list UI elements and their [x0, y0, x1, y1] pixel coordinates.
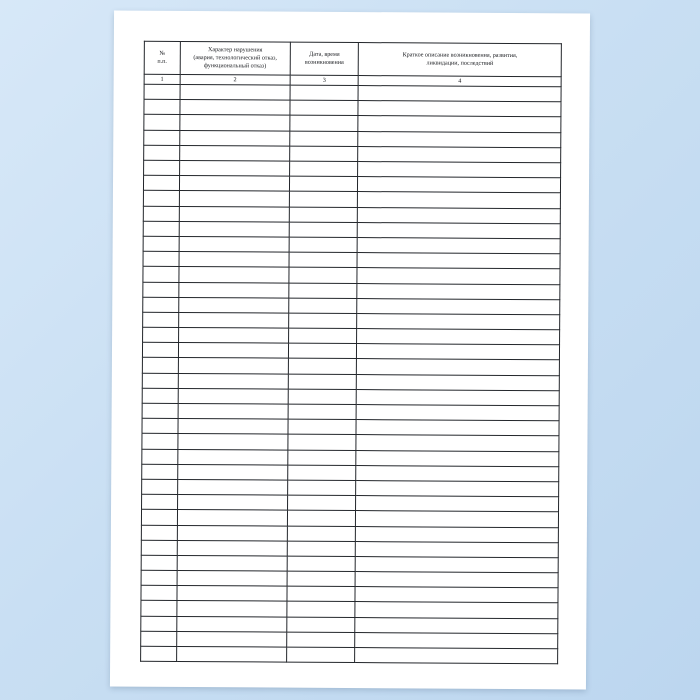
description-cell[interactable] — [356, 541, 559, 557]
datetime-cell[interactable] — [287, 556, 355, 572]
description-cell[interactable] — [358, 131, 561, 147]
entry-number-cell[interactable] — [143, 206, 179, 221]
violation-type-cell[interactable] — [177, 510, 287, 526]
datetime-cell[interactable] — [290, 116, 358, 132]
description-cell[interactable] — [357, 298, 560, 314]
violation-type-cell[interactable] — [177, 479, 287, 495]
datetime-cell[interactable] — [288, 328, 356, 344]
datetime-cell[interactable] — [290, 100, 358, 116]
header-line: ликвидации, последствий — [426, 60, 494, 67]
entry-number-cell[interactable] — [144, 160, 180, 175]
description-cell[interactable] — [357, 222, 560, 238]
description-cell[interactable] — [357, 268, 560, 284]
description-cell[interactable] — [357, 329, 560, 345]
violations-journal-table — [140, 41, 562, 665]
datetime-cell[interactable] — [289, 161, 357, 177]
datetime-cell[interactable] — [287, 571, 355, 587]
datetime-cell[interactable] — [287, 602, 355, 618]
violation-type-cell[interactable] — [179, 282, 289, 298]
description-cell[interactable] — [358, 101, 561, 117]
entry-number-cell[interactable] — [143, 297, 179, 312]
entry-number-cell[interactable] — [143, 236, 179, 251]
violation-type-cell[interactable] — [178, 449, 288, 465]
datetime-cell[interactable] — [289, 252, 357, 268]
header-line: функциональный отказ) — [203, 63, 267, 70]
datetime-cell[interactable] — [289, 237, 357, 253]
entry-number-cell[interactable] — [142, 373, 178, 388]
header-line: Дата, время — [309, 51, 340, 58]
violation-type-cell[interactable] — [179, 191, 289, 207]
violation-type-cell[interactable] — [179, 176, 289, 192]
datetime-cell[interactable] — [287, 617, 355, 633]
column-number-3: 3 — [290, 75, 358, 85]
description-cell[interactable] — [358, 177, 561, 193]
datetime-cell[interactable] — [288, 465, 356, 481]
description-cell[interactable] — [357, 344, 560, 360]
entry-number-cell[interactable] — [143, 327, 179, 342]
entry-number-cell[interactable] — [142, 403, 178, 418]
entry-number-cell[interactable] — [144, 130, 180, 145]
description-cell[interactable] — [356, 450, 559, 466]
header-line: № — [159, 50, 166, 57]
entry-number-cell[interactable] — [141, 586, 177, 601]
description-cell[interactable] — [358, 146, 561, 162]
description-cell[interactable] — [356, 481, 559, 497]
datetime-cell[interactable] — [288, 389, 356, 405]
datetime-cell[interactable] — [290, 131, 358, 147]
datetime-cell[interactable] — [287, 647, 355, 663]
form-sheet — [140, 41, 562, 665]
datetime-cell[interactable] — [290, 146, 358, 162]
entry-number-cell[interactable] — [141, 646, 177, 661]
entry-number-cell[interactable] — [142, 494, 178, 509]
description-cell[interactable] — [357, 283, 560, 299]
description-cell[interactable] — [357, 238, 560, 254]
description-cell[interactable] — [356, 526, 559, 542]
entry-number-cell[interactable] — [142, 464, 178, 479]
violation-type-cell[interactable] — [178, 312, 288, 328]
entry-number-cell[interactable] — [142, 449, 178, 464]
datetime-cell[interactable] — [288, 419, 356, 435]
entry-number-cell[interactable] — [141, 510, 177, 525]
description-cell[interactable] — [355, 556, 558, 572]
entry-number-cell[interactable] — [141, 555, 177, 570]
description-cell[interactable] — [355, 602, 558, 618]
description-cell[interactable] — [356, 389, 559, 405]
violation-type-cell[interactable] — [179, 252, 289, 268]
entry-number-cell[interactable] — [141, 616, 177, 631]
violation-type-cell[interactable] — [177, 631, 287, 647]
entry-number-cell[interactable] — [144, 115, 180, 130]
description-cell[interactable] — [355, 632, 558, 648]
entry-number-cell[interactable] — [141, 525, 177, 540]
datetime-cell[interactable] — [287, 632, 355, 648]
column-number-2: 2 — [180, 75, 290, 86]
violation-type-cell[interactable] — [180, 100, 290, 116]
violation-type-cell[interactable] — [177, 571, 287, 587]
entry-number-cell[interactable] — [142, 418, 178, 433]
description-cell[interactable] — [357, 253, 560, 269]
datetime-cell[interactable] — [287, 495, 355, 511]
datetime-cell[interactable] — [289, 192, 357, 208]
datetime-cell[interactable] — [289, 283, 357, 299]
entry-number-cell[interactable] — [142, 358, 178, 373]
column-header-datetime — [290, 42, 359, 76]
description-cell[interactable] — [358, 116, 561, 132]
datetime-cell[interactable] — [287, 526, 355, 542]
entry-number-cell[interactable] — [142, 434, 178, 449]
violation-type-cell[interactable] — [177, 601, 287, 617]
entry-number-cell[interactable] — [141, 570, 177, 585]
violation-type-cell[interactable] — [179, 221, 289, 237]
violation-type-cell[interactable] — [177, 540, 287, 556]
entry-number-cell[interactable] — [144, 100, 180, 115]
datetime-cell[interactable] — [288, 359, 356, 375]
violation-type-cell[interactable] — [178, 328, 288, 344]
description-cell[interactable] — [356, 465, 559, 481]
datetime-cell[interactable] — [288, 435, 356, 451]
description-cell[interactable] — [356, 511, 559, 527]
description-cell[interactable] — [357, 313, 560, 329]
description-cell[interactable] — [358, 207, 561, 223]
table-row — [141, 646, 558, 664]
description-cell[interactable] — [355, 617, 558, 633]
datetime-cell[interactable] — [289, 207, 357, 223]
table-body — [141, 84, 562, 664]
violation-type-cell[interactable] — [180, 115, 290, 131]
entry-number-cell[interactable] — [143, 191, 179, 206]
datetime-cell[interactable] — [288, 343, 356, 359]
header-line: Характер нарушения — [208, 47, 263, 54]
entry-number-cell[interactable] — [142, 388, 178, 403]
entry-number-cell[interactable] — [141, 631, 177, 646]
entry-number-cell[interactable] — [143, 282, 179, 297]
violation-type-cell[interactable] — [178, 358, 288, 374]
violation-type-cell[interactable] — [177, 586, 287, 602]
datetime-cell[interactable] — [289, 222, 357, 238]
description-cell[interactable] — [356, 420, 559, 436]
description-cell[interactable] — [358, 86, 561, 102]
violation-type-cell[interactable] — [180, 130, 290, 146]
description-cell[interactable] — [355, 572, 558, 588]
entry-number-cell[interactable] — [141, 540, 177, 555]
header-line: Краткое описание возникновения, развития, — [402, 52, 518, 60]
description-cell[interactable] — [355, 587, 558, 603]
violation-type-cell[interactable] — [179, 236, 289, 252]
description-cell[interactable] — [358, 192, 561, 208]
column-header-number — [144, 41, 180, 74]
entry-number-cell[interactable] — [141, 601, 177, 616]
datetime-cell[interactable] — [289, 267, 357, 283]
header-line: п.п. — [157, 58, 167, 65]
datetime-cell[interactable] — [288, 480, 356, 496]
violation-type-cell[interactable] — [177, 555, 287, 571]
violation-type-cell[interactable] — [178, 464, 288, 480]
entry-number-cell[interactable] — [143, 175, 179, 190]
column-number-4: 4 — [358, 76, 561, 87]
column-number-1: 1 — [144, 74, 180, 84]
violation-type-cell[interactable] — [180, 85, 290, 101]
violation-type-cell[interactable] — [179, 206, 289, 222]
datetime-cell[interactable] — [288, 450, 356, 466]
entry-number-cell[interactable] — [142, 343, 178, 358]
description-cell[interactable] — [357, 374, 560, 390]
table-header — [144, 41, 561, 87]
violation-type-cell[interactable] — [178, 388, 288, 404]
violation-type-cell[interactable] — [177, 525, 287, 541]
entry-number-cell[interactable] — [144, 145, 180, 160]
violation-type-cell[interactable] — [179, 297, 289, 313]
header-line: возникновения — [304, 59, 344, 67]
description-cell[interactable] — [358, 162, 561, 178]
violation-type-cell[interactable] — [178, 403, 288, 419]
entry-number-cell[interactable] — [143, 267, 179, 282]
datetime-cell[interactable] — [288, 404, 356, 420]
column-header-violation-type — [180, 41, 290, 75]
table-header-row — [144, 41, 561, 77]
document-page — [110, 11, 590, 690]
violation-type-cell[interactable] — [179, 160, 289, 176]
entry-number-cell[interactable] — [143, 251, 179, 266]
description-cell[interactable] — [356, 435, 559, 451]
violation-type-cell[interactable] — [177, 616, 287, 632]
violation-type-cell[interactable] — [178, 343, 288, 359]
entry-number-cell[interactable] — [144, 84, 180, 99]
description-cell[interactable] — [357, 359, 560, 375]
description-cell[interactable] — [356, 496, 559, 512]
datetime-cell[interactable] — [289, 176, 357, 192]
datetime-cell[interactable] — [288, 374, 356, 390]
violation-type-cell[interactable] — [180, 145, 290, 161]
violation-type-cell[interactable] — [179, 267, 289, 283]
header-line: (авария, технологический отказ, — [193, 55, 277, 62]
description-cell[interactable] — [356, 405, 559, 421]
description-cell[interactable] — [355, 648, 558, 664]
datetime-cell[interactable] — [289, 313, 357, 329]
datetime-cell[interactable] — [287, 541, 355, 557]
violation-type-cell[interactable] — [178, 434, 288, 450]
violation-type-cell[interactable] — [178, 373, 288, 389]
entry-number-cell[interactable] — [143, 312, 179, 327]
violation-type-cell[interactable] — [176, 646, 286, 662]
violation-type-cell[interactable] — [178, 419, 288, 435]
datetime-cell[interactable] — [289, 298, 357, 314]
datetime-cell[interactable] — [287, 510, 355, 526]
entry-number-cell[interactable] — [142, 479, 178, 494]
column-header-description — [358, 43, 561, 77]
violation-type-cell[interactable] — [177, 495, 287, 511]
entry-number-cell[interactable] — [143, 221, 179, 236]
datetime-cell[interactable] — [290, 85, 358, 101]
datetime-cell[interactable] — [287, 586, 355, 602]
